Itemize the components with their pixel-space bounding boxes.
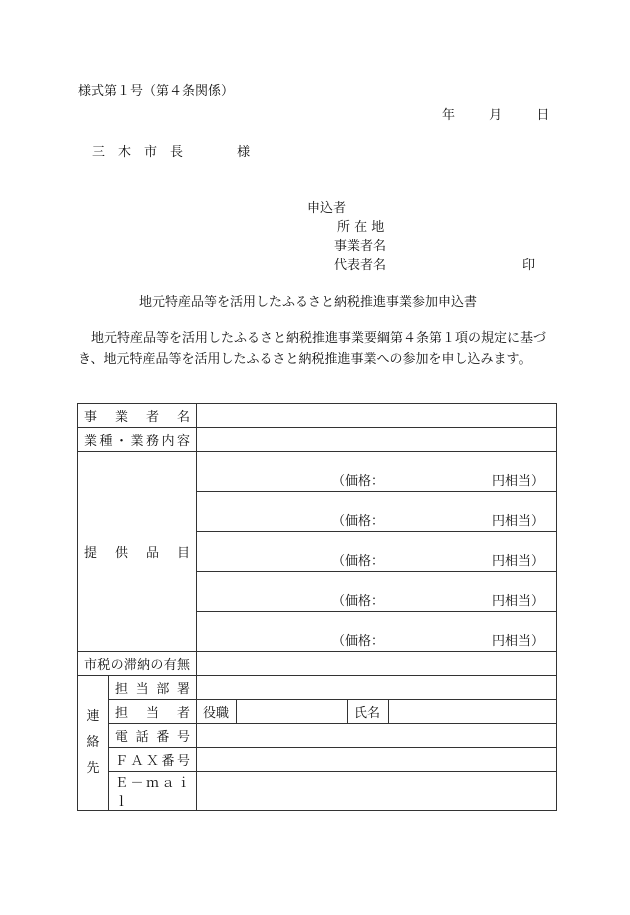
date-line: [442, 104, 549, 123]
addressee-honorific: 様: [237, 145, 251, 160]
price-prefix: （価格：: [331, 514, 384, 529]
field-product[interactable]: [197, 612, 557, 652]
application-table: [77, 403, 557, 811]
date-day: 日: [536, 108, 550, 123]
body-text: 地元特産品等を活用したふるさと納税推進事業要綱第４条第１項の規定に基づき、地元特産品等を活用したふるさと納税推進事業への参加を申し込みます。: [78, 331, 547, 367]
field-person: [197, 700, 557, 724]
contact-char: 絡: [86, 735, 100, 750]
field-product[interactable]: [197, 492, 557, 532]
row-department: [78, 676, 557, 700]
price-prefix: （価格：: [331, 554, 384, 569]
contact-char: 連: [86, 709, 100, 724]
applicant-heading: 申込者: [307, 201, 347, 216]
field-product[interactable]: [197, 572, 557, 612]
form-number: 様式第１号（第４条関係）: [78, 84, 235, 99]
row-product: [78, 452, 557, 492]
price-suffix: 円相当）: [491, 514, 544, 529]
label-phone: 電話番号: [109, 724, 197, 748]
applicant-representative-label: 代表者名: [334, 258, 387, 273]
date-year: 年: [442, 108, 456, 123]
label-department: 担当部署: [109, 676, 197, 700]
price-suffix: 円相当）: [491, 554, 544, 569]
document-title: 地元特産品等を活用したふるさと納税推進事業参加申込書: [139, 295, 478, 310]
addressee-name: 三 木 市 長: [92, 145, 184, 160]
price-suffix: 円相当）: [491, 634, 544, 649]
label-fax: ＦＡＸ番号: [109, 748, 197, 772]
label-email: Ｅ－ｍａｉｌ: [109, 772, 197, 811]
field-product[interactable]: [197, 452, 557, 492]
row-business-type: [78, 428, 557, 452]
field-email[interactable]: [197, 772, 557, 811]
row-email: [78, 772, 557, 811]
label-person: 担当者: [109, 700, 197, 724]
field-fax[interactable]: [197, 748, 557, 772]
field-business-type[interactable]: [197, 428, 557, 452]
date-month: 月: [489, 108, 503, 123]
row-business-name: [78, 404, 557, 428]
label-tax-arrears: 市税の滞納の有無: [78, 652, 197, 676]
addressee: [92, 141, 250, 160]
label-business-name: 事業者名: [78, 404, 197, 428]
row-tax-arrears: [78, 652, 557, 676]
field-tax-arrears[interactable]: [197, 652, 557, 676]
field-phone[interactable]: [197, 724, 557, 748]
row-phone: [78, 724, 557, 748]
seal-mark: 印: [522, 258, 536, 273]
label-person-name: 氏名: [348, 700, 389, 723]
field-department[interactable]: [197, 676, 557, 700]
contact-char: 先: [86, 761, 100, 776]
label-products: 提供品目: [78, 452, 197, 652]
label-contact: [78, 676, 109, 811]
price-suffix: 円相当）: [491, 594, 544, 609]
price-prefix: （価格：: [331, 594, 384, 609]
field-position[interactable]: [237, 700, 348, 723]
field-person-name[interactable]: [389, 700, 556, 723]
price-prefix: （価格：: [331, 474, 384, 489]
row-person: [78, 700, 557, 724]
field-business-name[interactable]: [197, 404, 557, 428]
price-prefix: （価格：: [331, 634, 384, 649]
row-fax: [78, 748, 557, 772]
label-business-type: 業種・業務内容: [78, 428, 197, 452]
applicant-address-label: 所 在 地: [337, 220, 385, 235]
label-position: 役職: [197, 700, 237, 723]
applicant-business-label: 事業者名: [334, 239, 387, 254]
price-suffix: 円相当）: [491, 474, 544, 489]
field-product[interactable]: [197, 532, 557, 572]
